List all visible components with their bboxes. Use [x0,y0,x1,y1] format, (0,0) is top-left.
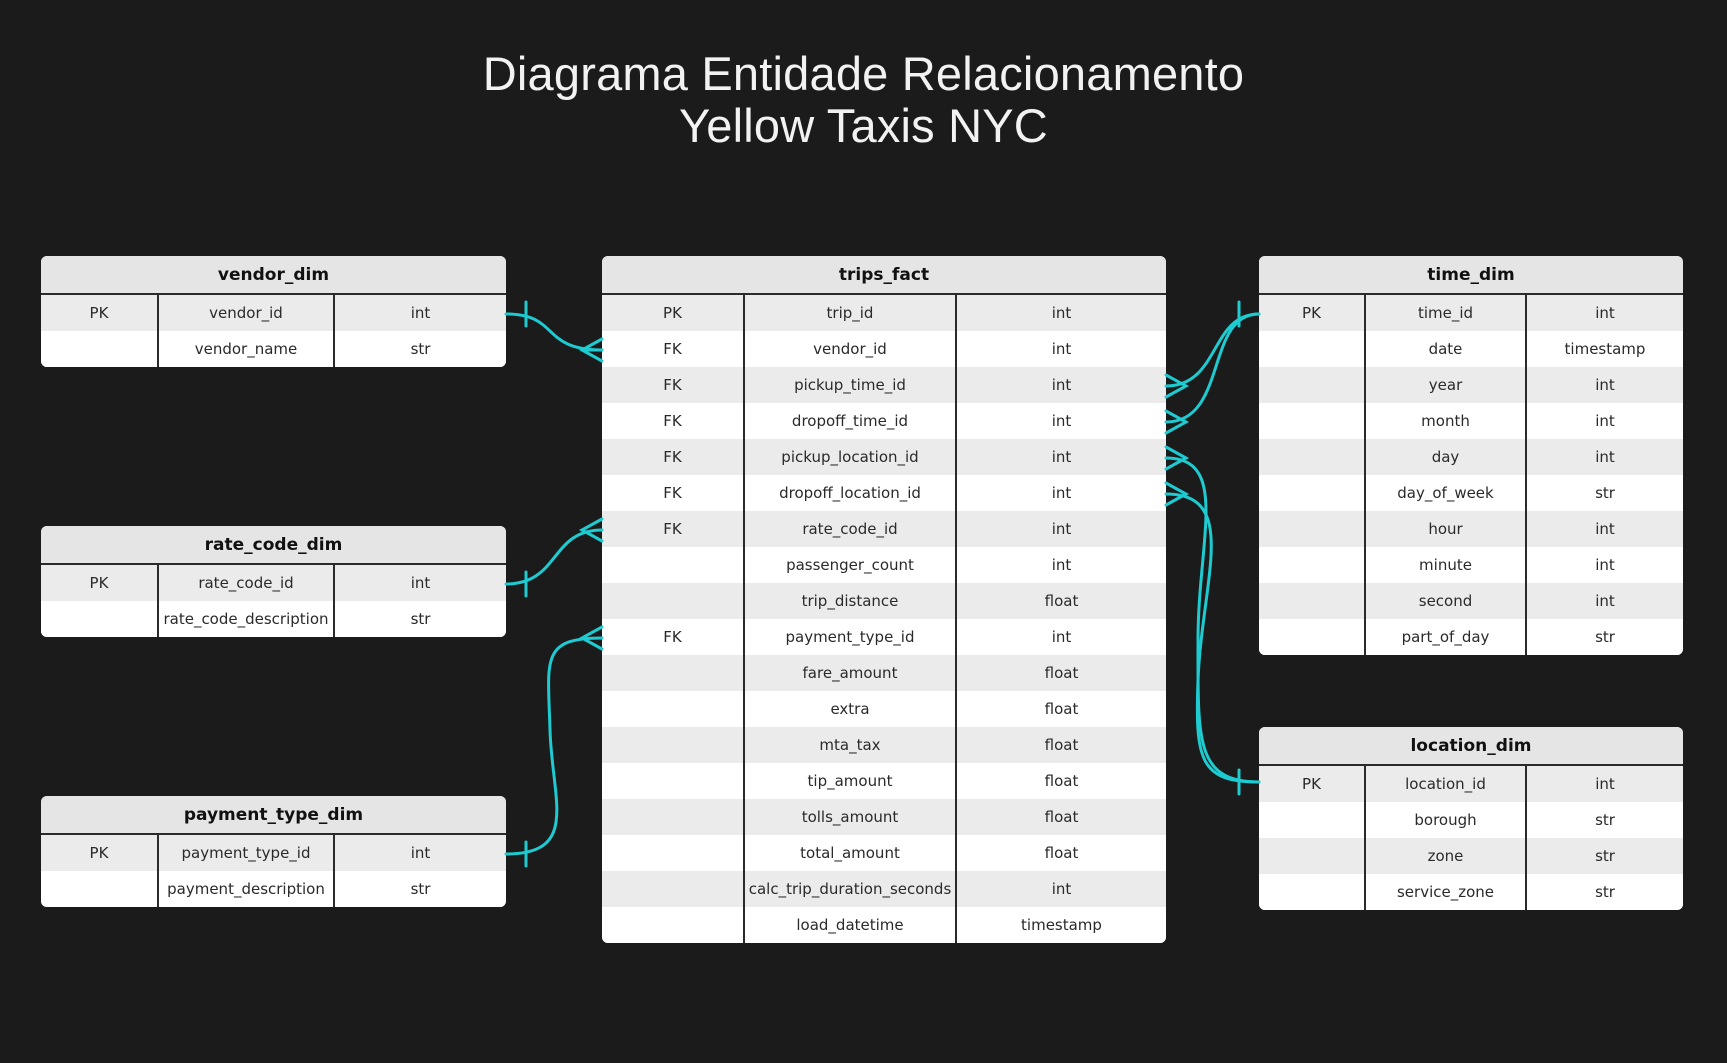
title-line-2: Yellow Taxis NYC [679,99,1048,152]
table-time-dim[interactable] [1259,256,1683,655]
table-row[interactable] [602,763,1166,799]
cell-key [602,583,743,619]
cell-type: str [1525,838,1683,874]
cell-type: float [955,835,1166,871]
cell-field: dropoff_location_id [743,475,955,511]
table-row[interactable] [1259,475,1683,511]
cell-type: float [955,763,1166,799]
many-marker-dropoff-location [1166,483,1186,505]
cell-type: int [955,511,1166,547]
connector-rate-code [506,530,602,584]
cell-type: int [1525,367,1683,403]
cell-key: FK [663,412,682,430]
cell-type: int [955,439,1166,475]
cell-key: PK [1302,775,1321,793]
table-header: vendor_dim [41,256,506,295]
table-body [1259,295,1683,655]
cell-field: passenger_count [743,547,955,583]
cell-key [602,547,743,583]
cell-field: day_of_week [1364,475,1525,511]
cell-key [1259,802,1364,838]
cell-type: int [955,331,1166,367]
table-row[interactable] [1259,403,1683,439]
table-row[interactable] [602,907,1166,943]
cell-type: str [333,601,506,637]
cell-key [1259,547,1364,583]
table-location-dim[interactable] [1259,727,1683,910]
table-row[interactable] [602,403,1166,439]
table-row[interactable] [602,547,1166,583]
cell-type: str [1525,475,1683,511]
table-row[interactable] [602,655,1166,691]
cell-type: int [1525,547,1683,583]
many-marker-vendor [582,339,602,361]
cell-key [602,763,743,799]
cell-type: int [955,367,1166,403]
cell-field: hour [1364,511,1525,547]
connector-vendor [506,314,602,350]
cell-field: payment_type_id [743,619,955,655]
table-row[interactable] [41,601,506,637]
cell-type: str [1525,619,1683,655]
table-payment-type-dim[interactable] [41,796,506,907]
cell-type: float [955,691,1166,727]
table-row[interactable] [1259,367,1683,403]
cell-key: PK [1302,304,1321,322]
cell-type: int [1525,439,1683,475]
table-row[interactable] [41,835,506,871]
cell-type: float [955,727,1166,763]
table-rate-code-dim[interactable] [41,526,506,637]
cell-field: date [1364,331,1525,367]
cell-key [602,871,743,907]
cell-key [1259,331,1364,367]
table-row[interactable] [602,583,1166,619]
cell-field: pickup_location_id [743,439,955,475]
table-row[interactable] [602,619,1166,655]
cell-key: FK [663,520,682,538]
cell-field: vendor_id [157,295,333,331]
cell-field: calc_trip_duration_seconds [743,871,955,907]
cell-key: PK [89,304,109,322]
cell-field: vendor_id [743,331,955,367]
cell-key: PK [663,304,682,322]
cell-key: FK [663,448,682,466]
table-row[interactable] [602,799,1166,835]
connector-payment-type [506,638,602,854]
cell-field: total_amount [743,835,955,871]
cell-key [1259,439,1364,475]
cell-field: dropoff_time_id [743,403,955,439]
cell-type: float [955,583,1166,619]
cell-type: int [955,295,1166,331]
table-body [602,295,1166,943]
cell-type: int [333,835,506,871]
table-row[interactable] [1259,331,1683,367]
many-marker-pickup-time [1166,375,1186,397]
cell-field: rate_code_id [157,565,333,601]
cell-field: tolls_amount [743,799,955,835]
cell-type: int [955,403,1166,439]
cell-type: int [1525,511,1683,547]
cell-field: trip_distance [743,583,955,619]
cell-type: int [955,547,1166,583]
cell-type: int [1525,403,1683,439]
cell-type: timestamp [1525,331,1683,367]
cell-field: tip_amount [743,763,955,799]
cell-key [1259,619,1364,655]
connector-dropoff-time [1166,314,1259,422]
table-row[interactable] [1259,874,1683,910]
table-row[interactable] [1259,766,1683,802]
cell-type: int [955,619,1166,655]
cell-field: part_of_day [1364,619,1525,655]
cell-key: FK [663,484,682,502]
table-row[interactable] [602,439,1166,475]
table-row[interactable] [602,871,1166,907]
cell-key [602,727,743,763]
table-row[interactable] [1259,838,1683,874]
table-row[interactable] [1259,802,1683,838]
cell-type: str [1525,802,1683,838]
cell-field: zone [1364,838,1525,874]
cell-key: FK [663,628,682,646]
cell-key [41,601,157,637]
cell-key: PK [89,574,109,592]
cell-field: payment_description [157,871,333,907]
table-row[interactable] [41,565,506,601]
connector-dropoff-location [1166,494,1259,782]
table-row[interactable] [1259,511,1683,547]
cell-type: int [1525,295,1683,331]
diagram-title [0,48,1727,152]
table-header: trips_fact [602,256,1166,295]
cell-field: borough [1364,802,1525,838]
cell-key [1259,403,1364,439]
cell-type: int [955,475,1166,511]
cell-key [1259,583,1364,619]
cell-field: second [1364,583,1525,619]
table-row[interactable] [1259,439,1683,475]
table-row[interactable] [602,835,1166,871]
cell-field: rate_code_id [743,511,955,547]
table-row[interactable] [41,871,506,907]
table-header: payment_type_dim [41,796,506,835]
table-row[interactable] [602,727,1166,763]
cell-field: trip_id [743,295,955,331]
cell-key [1259,511,1364,547]
cell-key: PK [89,844,109,862]
cell-key [602,907,743,943]
cell-key: FK [663,340,682,358]
table-header: location_dim [1259,727,1683,766]
cell-field: fare_amount [743,655,955,691]
cell-field: month [1364,403,1525,439]
cell-key [602,799,743,835]
cell-type: timestamp [955,907,1166,943]
cell-key [1259,838,1364,874]
cell-field: load_datetime [743,907,955,943]
cell-field: service_zone [1364,874,1525,910]
cell-field: rate_code_description [157,601,333,637]
table-body [41,295,506,367]
table-row[interactable] [602,691,1166,727]
cell-type: float [955,655,1166,691]
cell-key [602,691,743,727]
cell-type: int [333,565,506,601]
cell-field: payment_type_id [157,835,333,871]
many-marker-pickup-location [1166,447,1186,469]
table-row[interactable] [602,475,1166,511]
cell-type: str [1525,874,1683,910]
table-row[interactable] [41,331,506,367]
cell-key [602,655,743,691]
many-marker-dropoff-time [1166,411,1186,433]
cell-field: pickup_time_id [743,367,955,403]
many-marker-rate-code [582,519,602,541]
cell-field: extra [743,691,955,727]
cell-type: float [955,799,1166,835]
cell-type: int [1525,583,1683,619]
table-header: time_dim [1259,256,1683,295]
connector-pickup-time [1166,314,1259,386]
cell-field: year [1364,367,1525,403]
cell-key [41,871,157,907]
cell-field: minute [1364,547,1525,583]
table-body [41,835,506,907]
cell-field: time_id [1364,295,1525,331]
table-body [41,565,506,637]
table-row[interactable] [41,295,506,331]
table-row[interactable] [1259,295,1683,331]
table-vendor-dim[interactable] [41,256,506,367]
cell-field: mta_tax [743,727,955,763]
table-body [1259,766,1683,910]
connector-pickup-location [1166,458,1259,782]
cell-field: vendor_name [157,331,333,367]
table-row[interactable] [602,511,1166,547]
cell-key [41,331,157,367]
cell-type: int [333,295,506,331]
cell-type: str [333,871,506,907]
table-row[interactable] [602,367,1166,403]
title-line-1: Diagrama Entidade Relacionamento [482,47,1245,100]
cell-type: int [955,871,1166,907]
cell-field: day [1364,439,1525,475]
cell-type: int [1525,766,1683,802]
table-trips-fact[interactable] [602,256,1166,943]
table-row[interactable] [602,295,1166,331]
many-marker-payment-type [582,627,602,649]
cell-key [1259,475,1364,511]
cell-key [1259,367,1364,403]
table-row[interactable] [602,331,1166,367]
cell-type: str [333,331,506,367]
table-row[interactable] [1259,547,1683,583]
cell-key [602,835,743,871]
cell-field: location_id [1364,766,1525,802]
cell-key: FK [663,376,682,394]
table-header: rate_code_dim [41,526,506,565]
cell-key [1259,874,1364,910]
table-row[interactable] [1259,583,1683,619]
table-row[interactable] [1259,619,1683,655]
